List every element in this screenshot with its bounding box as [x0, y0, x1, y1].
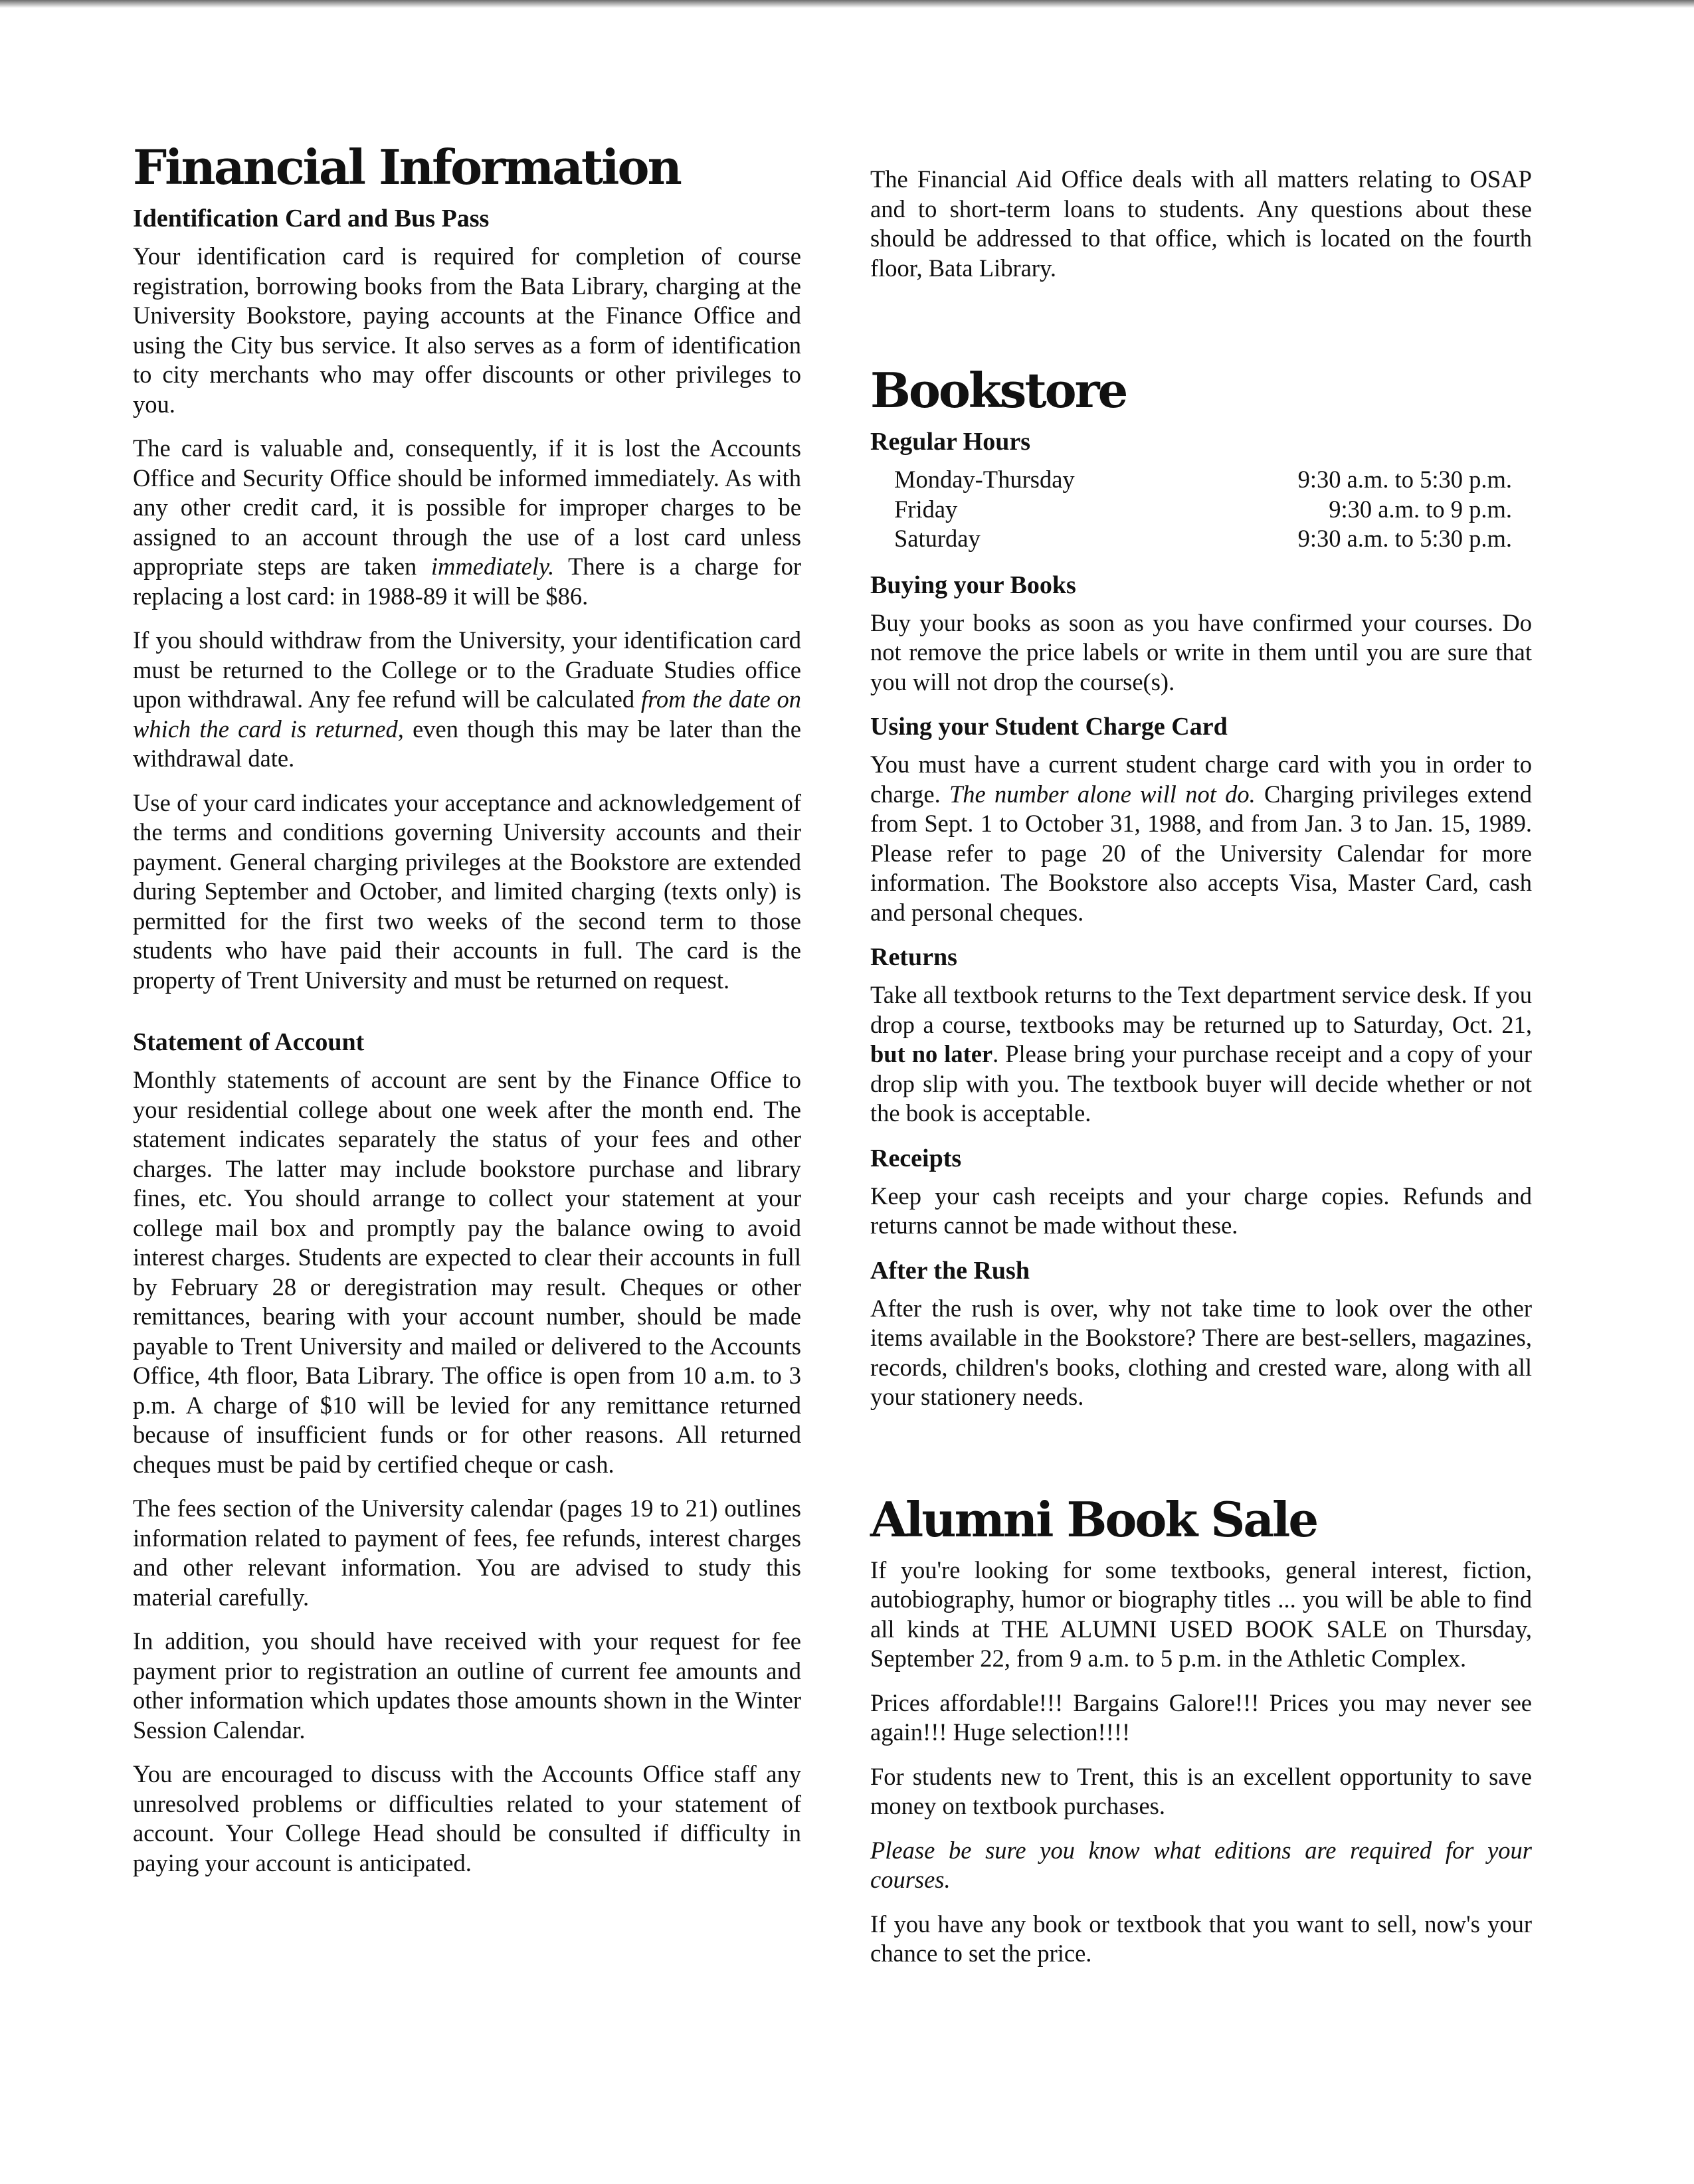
right-column: [870, 165, 1532, 1983]
hours-row: [894, 524, 1512, 554]
returns-heading: Returns: [870, 943, 957, 971]
hours-day: Saturday: [894, 525, 981, 552]
bookstore-title: Bookstore: [870, 362, 1127, 418]
returns-bold: but no later: [870, 1040, 993, 1067]
id-card-p2-text-a: The card is valuable and, consequently, if it is lost the Accounts Office and Security Office should be informed immediately. As with any other credit card, it is possible for improper charges to be assigned to an account through the use of a lost card unless appropriate steps are taken: [133, 434, 801, 580]
left-column: [133, 139, 801, 1892]
alumni-paragraph-1: If you're looking for some textbooks, general interest, fiction, autobiography, humor or biography titles ... you will be able to find all kinds at THE ALUMNI USED BOOK SALE on Thursday, September 22, from 9 a.m. to 5 p.m. in the Athletic Complex.: [870, 1556, 1532, 1672]
returns-text-b: . Please bring your purchase receipt and a copy of your drop slip with you. The textbook buyer will decide whether or not the book is acceptable.: [870, 1040, 1533, 1127]
hours-time: 9:30 a.m. to 9 p.m.: [1329, 495, 1512, 523]
id-card-p3-emphasis: from the date on which the card is returned,: [133, 685, 801, 743]
after-the-rush-paragraph: After the rush is over, why not take time to look over the other items available in the Bookstore? There are best-sellers, magazines, records, children's books, clothing and crested ware, along with all your stationery needs.: [870, 1294, 1532, 1410]
charge-card-heading: Using your Student Charge Card: [870, 713, 1228, 741]
hours-row: [894, 465, 1512, 495]
returns-paragraph: [870, 980, 1532, 1129]
id-card-p2-emphasis: immediately.: [430, 553, 555, 580]
returns-text-a: Take all textbook returns to the Text department service desk. If you drop a course, textbooks may be returned up to Saturday, Oct. 21,: [870, 981, 1532, 1038]
charge-card-emphasis: The number alone will not do.: [949, 780, 1256, 808]
alumni-paragraph-4: [870, 1836, 1532, 1895]
hours-time: 9:30 a.m. to 5:30 p.m.: [1297, 466, 1512, 493]
id-card-heading: Identification Card and Bus Pass: [133, 205, 490, 232]
financial-information-title: Financial Information: [133, 139, 680, 195]
alumni-paragraph-2: Prices affordable!!! Bargains Galore!!! Prices you may never see again!!! Huge selection!!!!: [870, 1688, 1532, 1746]
regular-hours-heading: Regular Hours: [870, 428, 1031, 456]
id-card-p2-text-b: There is a charge for replacing a lost card: in 1988-89 it will be $86.: [133, 553, 801, 610]
receipts-heading: Receipts: [870, 1144, 962, 1172]
financial-aid-paragraph: The Financial Aid Office deals with all matters relating to OSAP and to short-term loans to students. Any questions about these should be addressed to that office, which is located on the fourth floor, Bata Library.: [870, 165, 1532, 282]
alumni-italic-note: Please be sure you know what editions are required for your courses.: [870, 1836, 1532, 1893]
id-card-paragraph-4: Use of your card indicates your acceptance and acknowledgement of the terms and conditions governing University accounts and their payment. General charging privileges at the Bookstore are extended during September and October, and limited charging (texts only) is permitted for the first two weeks of the second term to those students who have paid their accounts in full. The card is the property of Trent University and must be returned on request.: [133, 788, 801, 994]
buying-books-heading: Buying your Books: [870, 571, 1076, 599]
after-the-rush-heading: After the Rush: [870, 1256, 1030, 1285]
hours-time: 9:30 a.m. to 5:30 p.m.: [1297, 525, 1512, 552]
id-card-paragraph-3: [133, 626, 801, 774]
statement-paragraph-2: The fees section of the University calendar (pages 19 to 21) outlines information related to payment of fees, fee refunds, interest charges and other relevant information. You are advised to study this material carefully.: [133, 1495, 801, 1611]
receipts-paragraph: Keep your cash receipts and your charge copies. Refunds and returns cannot be made without these.: [870, 1182, 1532, 1239]
alumni-book-sale-title: Alumni Book Sale: [870, 1491, 1317, 1548]
hours-row: [894, 495, 1512, 525]
charge-card-text-b: Charging privileges extend from Sept. 1 to October 31, 1988, and from Jan. 3 to Jan. 15, 1989. Please refer to page 20 of the University Calendar for more information. The Bookstore also accepts Visa, Master Card, cash and personal cheques.: [870, 780, 1532, 926]
statement-paragraph-4: You are encouraged to discuss with the Accounts Office staff any unresolved problems or difficulties related to your statement of account. Your College Head should be consulted if difficulty in paying your account is anticipated.: [133, 1760, 801, 1876]
charge-card-text-a: You must have a current student charge card with you in order to charge.: [870, 751, 1532, 808]
statement-of-account-heading: Statement of Account: [133, 1028, 365, 1056]
id-card-paragraph-2: [133, 434, 801, 611]
scan-edge: [0, 0, 1694, 8]
id-card-paragraph-1: Your identification card is required for completion of course registration, borrowing books from the Bata Library, charging at the University Bookstore, paying accounts at the Finance Office and using the City bus service. It also serves as a form of identification to city merchants who may offer discounts or other privileges to you.: [133, 242, 801, 418]
id-card-p3-text-a: If you should withdraw from the University, your identification card must be returned to the College or to the Graduate Studies office upon withdrawal. Any fee refund will be calculated: [133, 626, 801, 713]
statement-paragraph-3: In addition, you should have received with your request for fee payment prior to registration an outline of current fee amounts and other information which updates those amounts shown in the Winter Session Calendar.: [133, 1627, 801, 1744]
id-card-p3-text-b: even though this may be later than the withdrawal date.: [133, 715, 801, 772]
hours-table: [894, 465, 1532, 554]
charge-card-paragraph: [870, 750, 1532, 927]
statement-paragraph-1: Monthly statements of account are sent by the Finance Office to your residential college about one week after the month end. The statement indicates separately the status of your fees and other charges. The latter may include bookstore purchase and library fines, etc. You should arrange to collect your statement at your college mail box and promptly pay the balance owing to avoid interest charges. Students are expected to clear their accounts in full by February 28 or deregistration may result. Cheques or other remittances, bearing with your account number, should be made payable to Trent University and mailed or delivered to the Accounts Office, 4th floor, Bata Library. The office is open from 10 a.m. to 3 p.m. A charge of $10 will be levied for any remittance returned because of insufficient funds or for other reasons. All returned cheques must be paid by certified cheque or cash.: [133, 1066, 801, 1478]
alumni-paragraph-5: If you have any book or textbook that you want to sell, now's your chance to set the price.: [870, 1910, 1532, 1967]
buying-books-paragraph: Buy your books as soon as you have confirmed your courses. Do not remove the price labels or write in them until you are sure that you will not drop the course(s).: [870, 608, 1532, 695]
hours-day: Friday: [894, 495, 958, 523]
alumni-paragraph-3: For students new to Trent, this is an excellent opportunity to save money on textbook purchases.: [870, 1762, 1532, 1819]
hours-day: Monday-Thursday: [894, 466, 1075, 493]
